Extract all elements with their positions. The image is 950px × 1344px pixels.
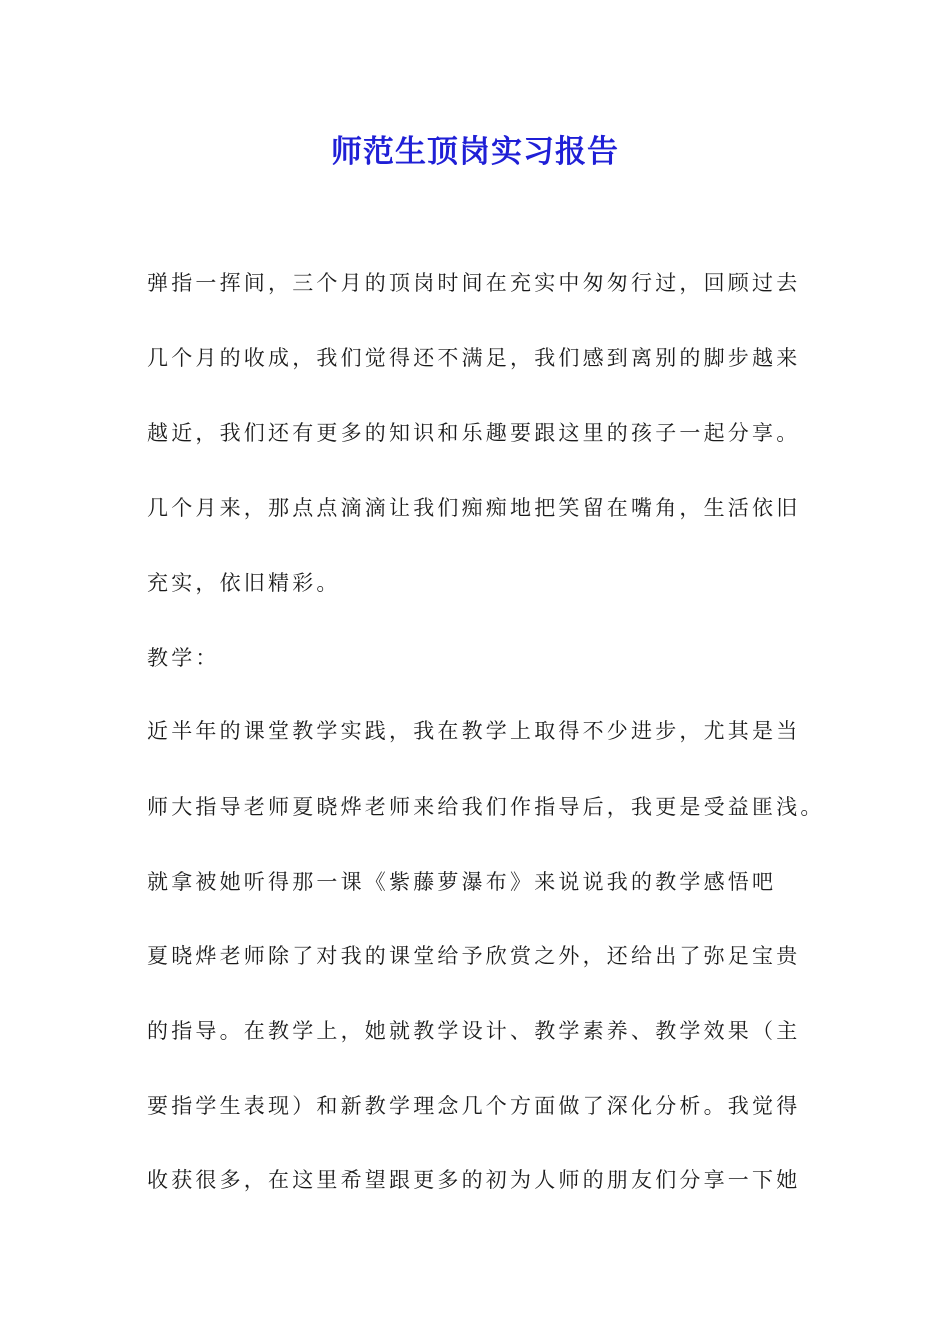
body-line-5: 充实，依旧精彩。 xyxy=(147,571,341,595)
section-heading-teaching: 教学： xyxy=(147,646,220,670)
body-line-3: 越近，我们还有更多的知识和乐趣要跟这里的孩子一起分享。 xyxy=(147,421,801,445)
body-line-1: 弹指一挥间，三个月的顶岗时间在充实中匆匆行过，回顾过去 xyxy=(147,271,801,295)
body-line-2: 几个月的收成，我们觉得还不满足，我们感到离别的脚步越来 xyxy=(147,346,801,370)
body-line-9: 就拿被她听得那一课《紫藤萝瀑布》来说说我的教学感悟吧 xyxy=(147,870,777,894)
body-line-7: 近半年的课堂教学实践，我在教学上取得不少进步，尤其是当 xyxy=(147,719,801,743)
document-title: 师范生顶岗实习报告 xyxy=(331,134,619,170)
body-line-4: 几个月来，那点点滴滴让我们痴痴地把笑留在嘴角，生活依旧 xyxy=(147,496,801,520)
body-line-12: 要指学生表现）和新教学理念几个方面做了深化分析。我觉得 xyxy=(147,1094,801,1118)
body-line-11: 的指导。在教学上，她就教学设计、教学素养、教学效果（主 xyxy=(147,1019,801,1043)
body-line-13: 收获很多，在这里希望跟更多的初为人师的朋友们分享一下她 xyxy=(147,1168,801,1192)
body-line-8: 师大指导老师夏晓烨老师来给我们作指导后，我更是受益匪浅。 xyxy=(147,795,825,819)
body-line-10: 夏晓烨老师除了对我的课堂给予欣赏之外，还给出了弥足宝贵 xyxy=(147,944,801,968)
